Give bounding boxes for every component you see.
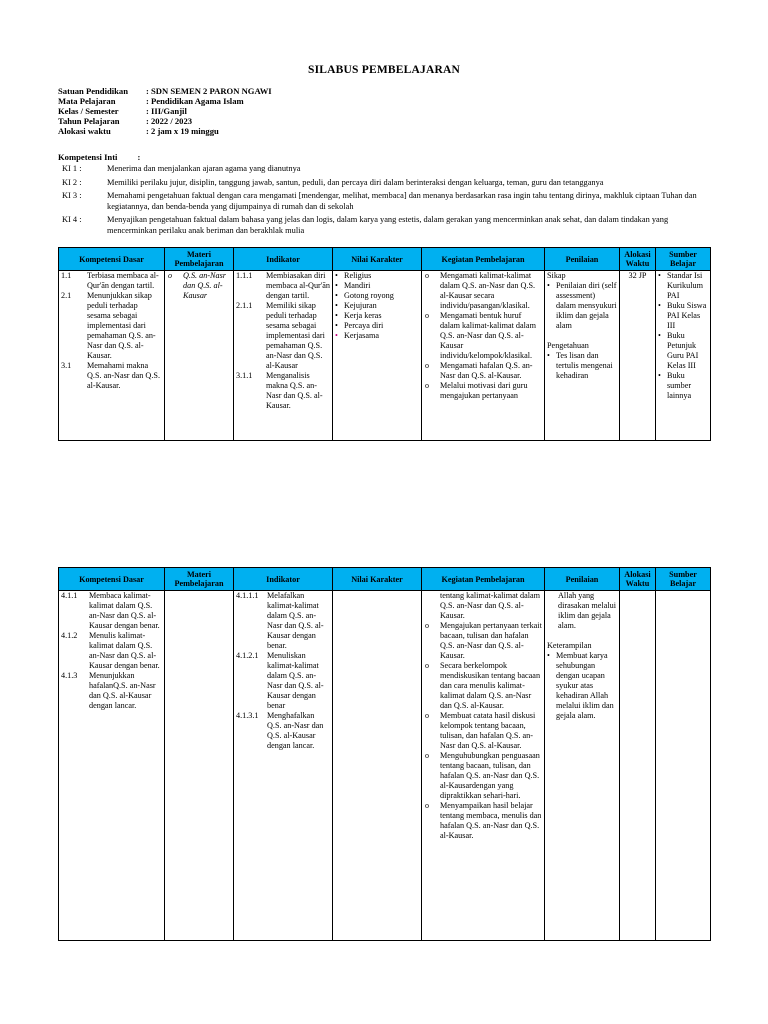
header-penilaian: Penilaian: [545, 568, 620, 591]
info-value: : 2022 / 2023: [146, 116, 193, 126]
cell-penilaian: [545, 271, 620, 441]
cell-sumber-belajar: [656, 591, 711, 941]
penilaian-item: • Penilaian diri (self assessment) dalam mensyukuri iklim dan gejala alam: [547, 281, 617, 331]
kegiatan-list: [424, 271, 542, 401]
indikator-item: [236, 271, 330, 301]
indikator-text: Menganalisis makna Q.S. an-Nasr dan Q.S. al-Kausar.: [266, 371, 323, 410]
kegiatan-item: o Membuat catata hasil diskusi kelompok tentang bacaan, tulisan, dan hafalan Q.S. an-Nasr dan Q.S. al-Kausar.: [424, 711, 542, 751]
indikator-text: Menuliskan kalimat-kalimat dalam Q.S. an-Nasr dan Q.S. al-Kausar dengan benar: [267, 651, 324, 710]
materi-item: o Q.S. an-Nasr dan Q.S. al-Kausar: [167, 271, 231, 301]
kd-number: 2.1: [61, 291, 72, 300]
table-row: [59, 271, 711, 441]
indikator-text: Melafalkan kalimat-kalimat dalam Q.S. an-Nasr dan Q.S. al-Kausar dengan benar.: [267, 591, 324, 650]
ki-sep: :: [79, 164, 82, 173]
cell-indikator: [234, 271, 333, 441]
nilai-item: • Percaya diri: [335, 321, 419, 331]
indikator-text: Membiasakan diri membaca al-Qur'ān dengan tartil.: [266, 271, 330, 300]
cell-kompetensi-dasar: [59, 591, 165, 941]
kegiatan-item: o Menyampaikan hasil belajar tentang membaca, menulis dan hafalan Q.S. an-Nasr dan Q.S. al-Kausar.: [424, 801, 542, 841]
kegiatan-item: o Mengajukan pertanyaan terkait bacaan, tulisan dan hafalan Q.S. an-Nasr dan Q.S. al-Kausar.: [424, 621, 542, 661]
nilai-item: • Kerja keras: [335, 311, 419, 321]
syllabus-table-1: [58, 247, 711, 441]
table-header-row: [59, 568, 711, 591]
ki-heading-colon: :: [137, 152, 141, 162]
ki-text: Menerima dan menjalankan ajaran agama yang dianutnya: [107, 164, 301, 173]
info-row: [58, 126, 272, 136]
info-row: [58, 96, 272, 106]
kegiatan-item: o Mengamati hafalan Q.S. an-Nasr dan Q.S. al-Kausar.: [424, 361, 542, 381]
cell-alokasi-waktu: [620, 271, 656, 441]
header-alokasi-waktu: Alokasi Waktu: [620, 248, 656, 271]
kd-item: [61, 591, 162, 631]
sumber-item: • Buku Siswa PAI Kelas III: [658, 301, 708, 331]
indikator-number: 3.1.1: [236, 371, 253, 380]
info-value: : 2 jam x 19 minggu: [146, 126, 219, 136]
kegiatan-continuation: tentang kalimat-kalimat dalam Q.S. an-Nasr dan Q.S. al-Kausar.: [440, 591, 541, 620]
sumber-item: • Buku Petunjuk Guru PAI Kelas III: [658, 331, 708, 371]
nilai-item: • Gotong royong: [335, 291, 419, 301]
kd-number: 4.1.3: [61, 671, 78, 680]
kd-text: Menunjukkan hafalanQ.S. an-Nasr dan Q.S. al-Kausar dengan lancar.: [89, 671, 156, 710]
ki-item: [62, 191, 712, 212]
info-value: : SDN SEMEN 2 PARON NGAWI: [146, 86, 272, 96]
ki-heading-text: Kompetensi Inti: [58, 152, 118, 162]
info-label: Satuan Pendidikan: [58, 86, 128, 96]
header-materi: Materi Pembelajaran: [165, 568, 234, 591]
indikator-item: [236, 371, 330, 411]
penilaian-pengetahuan: [547, 341, 617, 381]
cell-alokasi-waktu: [620, 591, 656, 941]
info-label: Kelas / Semester: [58, 106, 119, 116]
indikator-number: 4.1.1.1: [236, 591, 259, 600]
page-title: SILABUS PEMBELAJARAN: [308, 64, 460, 76]
ki-code-text: KI 1: [62, 164, 78, 173]
ki-sep: :: [79, 191, 82, 200]
ki-text: Memiliki perilaku jujur, disiplin, tanggung jawab, santun, peduli, dan percaya diri dalam berinteraksi dengan keluarga, teman, guru dan tetangganya: [107, 177, 604, 187]
penilaian-keterampilan: [547, 641, 617, 721]
penilaian-continuation: Allah yang dirasakan melalui iklim dan gejala alam.: [558, 591, 616, 630]
ki-text: Menyajikan pengetahuan faktual dalam bahasa yang jelas dan logis, dalam karya yang estetis, dalam gerakan yang mencerminkan anak sehat, dan dalam tindakan yang mencerminkan perilaku anak beriman dan berakhlak mulia: [107, 215, 669, 235]
header-kompetensi-dasar: Kompetensi Dasar: [59, 568, 165, 591]
header-penilaian: Penilaian: [545, 248, 620, 271]
indikator-number: 4.1.3.1: [236, 711, 259, 720]
kd-item: [61, 271, 162, 291]
alokasi-value: 32 JP: [628, 271, 647, 280]
kd-item: [61, 291, 162, 361]
ki-code: [62, 164, 107, 175]
indikator-item: [236, 591, 330, 651]
kd-number: 4.1.2: [61, 631, 78, 640]
ki-code: [62, 215, 107, 236]
cell-kegiatan: [422, 591, 545, 941]
penilaian-list: [547, 351, 617, 381]
header-nilai-karakter: Nilai Karakter: [333, 568, 422, 591]
nilai-item: • Kejujuran: [335, 301, 419, 311]
kd-item: [61, 671, 162, 711]
kegiatan-item: o Secara berkelompok mendiskusikan tentang bacaan dan cara menulis kalimat-kalimat dalam Q.S. an-Nasr dan Q.S. al-Kausar.: [424, 661, 542, 711]
cell-kompetensi-dasar: [59, 271, 165, 441]
ki-heading: [58, 152, 140, 162]
header-indikator: Indikator: [234, 568, 333, 591]
header-materi: Materi Pembelajaran: [165, 248, 234, 271]
indikator-number: 2.1.1: [236, 301, 253, 310]
indikator-text: Menghafalkan Q.S. an-Nasr dan Q.S. al-Kausar dengan lancar.: [267, 711, 324, 750]
kegiatan-list: [424, 621, 542, 841]
penilaian-list: [547, 281, 617, 331]
cell-kegiatan: [422, 271, 545, 441]
nilai-list: [335, 271, 419, 341]
indikator-number: 4.1.2.1: [236, 651, 259, 660]
nilai-item: • Kerjasama: [335, 331, 419, 341]
sumber-list: [658, 271, 708, 401]
kd-text: Membaca kalimat-kalimat dalam Q.S. an-Nasr dan Q.S. al-Kausar dengan benar.: [89, 591, 160, 630]
kegiatan-item: o Melalui motivasi dari guru mengajukan pertanyaan: [424, 381, 542, 401]
kd-text: Menulis kalimat-kalimat dalam Q.S. an-Nasr dan Q.S. al-Kausar dengan benar.: [89, 631, 160, 670]
ki-code-text: KI 3: [62, 191, 78, 200]
materi-list: [167, 271, 231, 301]
cell-indikator: [234, 591, 333, 941]
ki-item: [62, 178, 712, 189]
kegiatan-item: o Mengamati bentuk huruf dalam kalimat-kalimat dalam Q.S. an-Nasr dan Q.S. al-Kausar individu/kelompok/klasikal.: [424, 311, 542, 361]
kd-text: Terbiasa membaca al-Qur'ān dengan tartil.: [87, 271, 159, 290]
header-alokasi-waktu: Alokasi Waktu: [620, 568, 656, 591]
nilai-item: • Religius: [335, 271, 419, 281]
info-value: : III/Ganjil: [146, 106, 187, 116]
table-row: [59, 591, 711, 941]
indikator-text: Memiliki sikap peduli terhadap sesama sebagai implementasi dari pemahaman Q.S. an-Nasr dan Q.S. al-Kausar: [266, 301, 325, 370]
document-info: [58, 86, 272, 136]
info-value: : Pendidikan Agama Islam: [146, 96, 244, 106]
header-kegiatan: Kegiatan Pembelajaran: [422, 568, 545, 591]
header-sumber-belajar: Sumber Belajar: [656, 248, 711, 271]
penilaian-list: [547, 651, 617, 721]
header-kompetensi-dasar: Kompetensi Dasar: [59, 248, 165, 271]
kd-number: 1.1: [61, 271, 72, 280]
kd-text: Menunjukkan sikap peduli terhadap sesama sebagai implementasi dari pemahaman Q.S. an-Nasr dan Q.S. al-Kausar.: [87, 291, 156, 360]
penilaian-label: Sikap: [547, 271, 566, 280]
indikator-item: [236, 711, 330, 751]
ki-code: [62, 178, 107, 189]
penilaian-item: • Tes lisan dan tertulis mengenai kehadiran: [547, 351, 617, 381]
ki-list: [62, 164, 712, 239]
penilaian-sikap: [547, 271, 617, 331]
header-sumber-belajar: Sumber Belajar: [656, 568, 711, 591]
kd-item: [61, 631, 162, 671]
cell-sumber-belajar: [656, 271, 711, 441]
nilai-item: • Mandiri: [335, 281, 419, 291]
header-nilai-karakter: Nilai Karakter: [333, 248, 422, 271]
info-label: Alokasi waktu: [58, 126, 111, 136]
info-label: Mata Pelajaran: [58, 96, 116, 106]
ki-item: [62, 215, 712, 236]
kd-number: 3.1: [61, 361, 72, 370]
kegiatan-item: o Mengamati kalimat-kalimat dalam Q.S. an-Nasr dan Q.S. al-Kausar secara individu/pasangan/klasikal.: [424, 271, 542, 311]
indikator-item: [236, 301, 330, 371]
cell-nilai-karakter: [333, 271, 422, 441]
cell-penilaian: [545, 591, 620, 941]
cell-materi: [165, 271, 234, 441]
cell-materi: [165, 591, 234, 941]
kd-text: Memahami makna Q.S. an-Nasr dan Q.S. al-Kausar.: [87, 361, 160, 390]
ki-sep: :: [79, 215, 82, 224]
info-row: [58, 116, 272, 126]
cell-nilai-karakter: [333, 591, 422, 941]
ki-code: [62, 191, 107, 212]
kd-number: 4.1.1: [61, 591, 78, 600]
penilaian-label: Pengetahuan: [547, 341, 589, 350]
penilaian-item: • Membuat karya sehubungan dengan ucapan syukur atas kehadiran Allah melalui iklim dan gejala alam.: [547, 651, 617, 721]
info-row: [58, 86, 272, 96]
table-header-row: [59, 248, 711, 271]
info-label: Tahun Pelajaran: [58, 116, 120, 126]
header-indikator: Indikator: [234, 248, 333, 271]
ki-code-text: KI 2: [62, 177, 78, 187]
penilaian-label: Keterampilan: [547, 641, 592, 650]
ki-text: Memahami pengetahuan faktual dengan cara mengamati [mendengar, melihat, membaca] dan menanya berdasarkan rasa ingin tahu tentang dirinya, makhluk ciptaan Tuhan dan kegiatannya, dan benda-benda yang dijumpainya di rumah dan di sekolah: [107, 191, 697, 211]
sumber-item: • Standar Isi Kurikulum PAI: [658, 271, 708, 301]
ki-sep: :: [79, 177, 82, 187]
indikator-item: [236, 651, 330, 711]
syllabus-table-2: [58, 567, 711, 941]
info-row: [58, 106, 272, 116]
indikator-number: 1.1.1: [236, 271, 253, 280]
sumber-item: • Buku sumber lainnya: [658, 371, 708, 401]
header-kegiatan: Kegiatan Pembelajaran: [422, 248, 545, 271]
kegiatan-item: o Menguhubungkan penguasaan tentang bacaan, tulisan, dan hafalan Q.S. an-Nasr dan Q.S. al-Kausardengan yang dipraktikkan sehari-hari.: [424, 751, 542, 801]
ki-code-text: KI 4: [62, 215, 78, 224]
kd-item: [61, 361, 162, 391]
ki-item: [62, 164, 712, 175]
